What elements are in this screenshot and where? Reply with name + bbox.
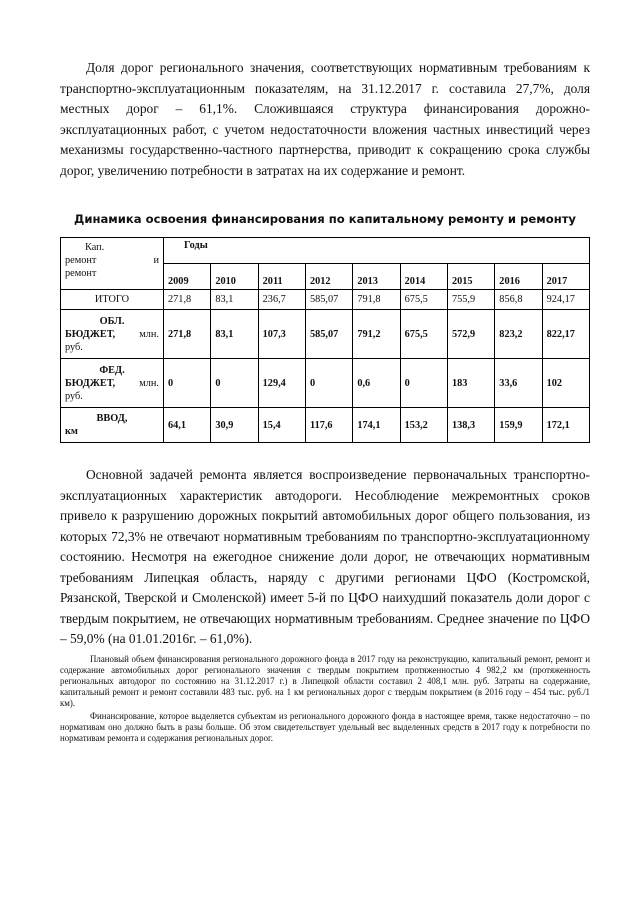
table-cell: 30,9 <box>211 408 258 443</box>
row-label-vvod <box>61 408 164 443</box>
table-row-itogo <box>61 290 590 310</box>
corner-line-1: Кап. <box>85 242 105 253</box>
table-row-federal-budget <box>61 359 590 408</box>
year-cell: 2016 <box>495 264 542 290</box>
year-cell: 2009 <box>164 264 211 290</box>
table-cell: 183 <box>447 359 494 408</box>
table-cell: 675,5 <box>400 290 447 310</box>
table-cell: 572,9 <box>447 310 494 359</box>
table-cell: 83,1 <box>211 290 258 310</box>
year-cell: 2014 <box>400 264 447 290</box>
row-label-line-2-left: БЮДЖЕТ, <box>65 377 116 389</box>
table-row-vvod <box>61 408 590 443</box>
table-cell: 64,1 <box>164 408 211 443</box>
corner-line-2-right: и <box>153 255 159 266</box>
year-cell: 2011 <box>258 264 305 290</box>
row-label-line-3: руб. <box>65 390 83 402</box>
table-cell: 675,5 <box>400 310 447 359</box>
row-label-regional-budget <box>61 310 164 359</box>
table-cell: 33,6 <box>495 359 542 408</box>
row-label-line-2 <box>65 377 159 390</box>
paragraph-road-share: Доля дорог регионального значения, соответствующих нормативным требованиям к транспортно-эксплуатационным показателям, на 31.12.2017 г. составила 27,7%, доля местных дорог – 61,1%. Сложившаяся структура финансирования дорожно-эксплуатационных работ, с учетом недостаточности вложения частных инвестиций через механизмы государственно-частного партнерства, приводит к сокращению срока службы дорог, увеличению потребности в затратах на их содержание и ремонт. <box>60 60 590 178</box>
table-title: Динамика освоения финансирования по капитальному ремонту и ремонту <box>74 212 576 226</box>
corner-line-2-left: ремонт <box>65 255 97 266</box>
corner-header-cell <box>61 238 164 290</box>
row-label-line-2 <box>65 328 159 341</box>
row-label-federal-budget <box>61 359 164 408</box>
table-cell: 924,17 <box>542 290 589 310</box>
row-label-line-1: ФЕД. <box>99 364 125 376</box>
table-cell: 856,8 <box>495 290 542 310</box>
table-cell: 117,6 <box>305 408 352 443</box>
year-cell: 2017 <box>542 264 589 290</box>
table-cell: 129,4 <box>258 359 305 408</box>
footnote-planned-financing: Плановый объем финансирования регионального дорожного фонда в 2017 году на реконструкцию, капитальный ремонт, ремонт и содержание автомобильных дорог регионального значения с твердым покрытием протяженностью 4 982,2 км (протяженность региональных автодорог по состоянию на 31.12.2017 г.) в Липецкой области составил 2 408,1 млн. руб. Затраты на содержание, капитальный ремонт и ремонт составили 483 тыс. руб. на 1 км региональных дорог с твердым покрытием (в 2016 году – 454 тыс. руб./1 км). <box>60 653 590 708</box>
table-cell: 83,1 <box>211 310 258 359</box>
table-cell: 271,8 <box>164 310 211 359</box>
table-cell: 791,2 <box>353 310 400 359</box>
table-header-row <box>61 238 590 264</box>
table-cell: 138,3 <box>447 408 494 443</box>
row-label-line-1: ОБЛ. <box>99 315 125 327</box>
document-page <box>60 58 590 744</box>
table-cell: 0 <box>400 359 447 408</box>
table-cell: 159,9 <box>495 408 542 443</box>
paragraph-repair-task: Основной задачей ремонта является воспроизведение первоначальных транспортно-эксплуатационных характеристик автодороги. Несоблюдение межремонтных сроков привело к разрушению дорожных покрытий автомобильных дорог общего пользования, из которых 72,3% не отвечают нормативным требованиям по транспортно-эксплуатационному состоянию. Несмотря на ежегодное снижение доли дорог, не отвечающих нормативным требованиям Липецкая область, наряду с другими регионами ЦФО (Костромской, Рязанской, Тверской и Смоленской) имеет 5-й по ЦФО наихудший показатель доли дорог с твердым покрытием, не отвечающих нормативным требованиям. Среднее значение по ЦФО – 59,0% (на 01.01.2016г. – 61,0%). <box>60 467 590 646</box>
table-cell: 823,2 <box>495 310 542 359</box>
row-label-text: ИТОГО <box>94 294 130 305</box>
row-label-line-2: км <box>65 426 78 437</box>
row-label-line-2-left: БЮДЖЕТ, <box>65 328 116 340</box>
table-cell: 0 <box>164 359 211 408</box>
table-cell: 174,1 <box>353 408 400 443</box>
years-header-cell: Годы <box>164 238 590 264</box>
table-cell: 236,7 <box>258 290 305 310</box>
table-cell: 585,07 <box>305 310 352 359</box>
row-label-itogo <box>61 290 164 310</box>
row-label-line-2-right: млн. <box>139 328 159 340</box>
table-cell: 791,8 <box>353 290 400 310</box>
row-label-line-1: ВВОД, <box>96 413 128 424</box>
table-cell: 107,3 <box>258 310 305 359</box>
table-cell: 271,8 <box>164 290 211 310</box>
table-cell: 0 <box>305 359 352 408</box>
year-cell: 2013 <box>353 264 400 290</box>
table-cell: 102 <box>542 359 589 408</box>
footnote-insufficient-funding: Финансирование, которое выделяется субъектам из регионального дорожного фонда в настоящее время, также недостаточно – по нормативам оно должно быть в разы больше. Об этом свидетельствует удельный вес выделенных средств в 2017 году к потребности по нормативам ремонта и содержания региональных дорог. <box>60 710 590 743</box>
table-row-regional-budget <box>61 310 590 359</box>
table-cell: 172,1 <box>542 408 589 443</box>
table-cell: 0 <box>211 359 258 408</box>
row-label-line-2-right: млн. <box>139 377 159 389</box>
table-cell: 822,17 <box>542 310 589 359</box>
row-label-line-3: руб. <box>65 341 83 353</box>
year-cell: 2015 <box>447 264 494 290</box>
corner-line-2 <box>65 254 159 267</box>
table-cell: 585,07 <box>305 290 352 310</box>
table-cell: 755,9 <box>447 290 494 310</box>
corner-line-3: ремонт <box>65 268 97 279</box>
financing-table <box>60 237 590 443</box>
table-cell: 0,6 <box>353 359 400 408</box>
year-cell: 2010 <box>211 264 258 290</box>
year-cell: 2012 <box>305 264 352 290</box>
table-cell: 15,4 <box>258 408 305 443</box>
table-cell: 153,2 <box>400 408 447 443</box>
